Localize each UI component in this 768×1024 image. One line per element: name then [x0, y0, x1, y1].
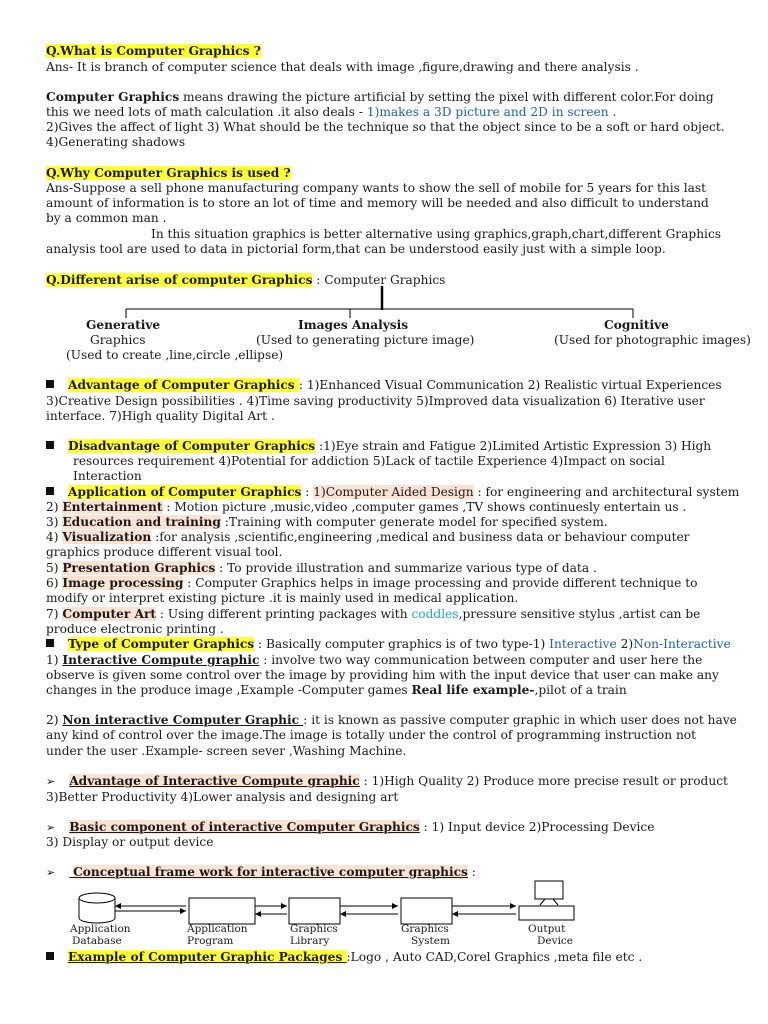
arrow-head-icon [452, 911, 458, 917]
interactive-title: Interactive Compute graphic [62, 653, 260, 667]
interactive-text3c: ,pilot of a train [534, 683, 627, 697]
education-title: Education and training [62, 515, 221, 529]
arrow-head-icon [340, 911, 346, 917]
disadvantage-line2: resources requirement 4)Potential for addiction 5)Lack of tactile Experience 4)Impact on social [73, 454, 665, 468]
image-processing-number: 6) [46, 576, 63, 590]
q2-line3: by a common man . [46, 211, 167, 225]
basic-component-line1 [46, 820, 654, 835]
q1-para-line4: 4)Generating shadows [46, 135, 186, 149]
q1-heading [46, 44, 261, 59]
types-non-interactive: Non-Interactive [633, 637, 731, 651]
q2-line1: Ans-Suppose a sell phone manufacturing company wants to show the sell of mobile for 5 years for this last [46, 181, 707, 195]
basic-component-text1: : 1) Input device 2)Processing Device [419, 820, 655, 834]
computer-art-text: : Using different printing packages with [156, 607, 412, 621]
q1-para-line1 [46, 90, 714, 105]
visualization-number: 4) [46, 530, 63, 544]
image-processing-text: : Computer Graphics helps in image processing and provide different technique to [183, 576, 698, 590]
tree-connector [0, 280, 768, 320]
application-line1 [46, 485, 739, 500]
noninteractive-title: Non interactive Computer Graphic [62, 713, 304, 727]
graphics-system-label-1: Graphics [401, 923, 449, 935]
arrow-bullet-icon: ➢ [46, 775, 56, 788]
q1-para-line2 [46, 105, 616, 120]
q1-p1: means drawing the picture artificial by setting the pixel with different color.For doing [179, 90, 714, 104]
application-education [46, 515, 608, 530]
app-program-label-2: Program [187, 935, 234, 947]
q2-heading [46, 166, 291, 181]
db-label-1: Application [70, 923, 131, 935]
framework-diagram [0, 878, 768, 950]
application-computer-art [46, 607, 700, 622]
arrow-head-icon [510, 903, 516, 909]
q1-p2c: . [608, 105, 617, 119]
square-bullet-icon [46, 639, 54, 647]
q1-term: Computer Graphics [46, 90, 180, 104]
noninteractive-line1 [46, 713, 737, 728]
framework-rest: : [467, 865, 476, 879]
arrow-head-icon [255, 911, 261, 917]
application-title: Application of Computer Graphics [68, 485, 302, 499]
entertainment-number: 2) [46, 500, 63, 514]
graphics-library-label-2: Library [290, 935, 330, 947]
interactive-text3b: Real life example- [411, 683, 535, 697]
arrow-head-icon [281, 903, 287, 909]
interactive-line1 [46, 653, 702, 668]
presentation-title: Presentation Graphics [62, 561, 216, 575]
advantage-line2: 3)Creative Design possibilities . 4)Time saving productivity 5)Improved data visualization 6) Iterative user [46, 394, 705, 408]
tree-generative-sub: Graphics [90, 333, 146, 347]
visualization-text: :for analysis ,scientific,engineering ,medical and business data or behaviour computer [151, 530, 690, 544]
framework-title: Conceptual frame work for interactive computer graphics [73, 865, 468, 879]
adv-interactive-text1: : 1)High Quality 2) Produce more precise result or product [359, 774, 728, 788]
output-device-label-2: Device [537, 935, 574, 947]
tree-cognitive: Cognitive [604, 318, 669, 332]
graphics-library-label-1: Graphics [290, 923, 338, 935]
q3-root-label: Computer Graphics [324, 273, 446, 287]
types-interactive: Interactive [549, 637, 617, 651]
q2-line5: analysis tool are used to data in pictorial form,that can be understood easily just with a simple loop. [46, 242, 666, 256]
application-entertainment [46, 500, 686, 515]
entertainment-text: : Motion picture ,music,video ,computer games ,TV shows continuesly entertain us . [162, 500, 687, 514]
q2-line4: In this situation graphics is better alternative using graphics,graph,chart,different Graphics [151, 227, 722, 241]
square-bullet-icon [46, 380, 54, 388]
interactive-line3 [46, 683, 627, 698]
adv-interactive-line1 [46, 774, 728, 789]
advantage-title: Advantage of Computer Graphics [68, 378, 299, 392]
database-icon [79, 893, 115, 923]
tree-generative-desc: (Used to create ,line,circle ,ellipse) [66, 348, 284, 362]
graphics-library-box [289, 898, 340, 924]
advantage-line3: interface. 7)High quality Digital Art . [46, 409, 275, 423]
q2-line2: amount of information is to store an lot of time and memory will be needed and also difficult to understand [46, 196, 709, 210]
advantage-text1: : 1)Enhanced Visual Communication 2) Realistic virtual Experiences [298, 378, 722, 392]
q1-answer: Ans- It is branch of computer science that deals with image ,figure,drawing and there analysis . [46, 60, 639, 74]
application-image-processing [46, 576, 697, 591]
q1-p2b: 1)makes a 3D picture and 2D in screen [366, 105, 609, 119]
q3-title: Q.Different arise of computer Graphics [46, 273, 313, 287]
image-processing-line2: modify or interpret existing picture .it is mainly used in medical application. [46, 591, 519, 605]
output-device-label-1: Output [528, 923, 566, 935]
arrow-bullet-icon: ➢ [46, 866, 56, 879]
q3-colon: : [312, 273, 325, 287]
tree-generative: Generative [86, 318, 161, 332]
square-bullet-icon [46, 952, 54, 960]
computer-art-number: 7) [46, 607, 63, 621]
square-bullet-icon [46, 441, 54, 449]
presentation-text: : To provide illustration and summarize various type of data . [215, 561, 597, 575]
computer-art-title: Computer Art [62, 607, 157, 621]
interactive-text3a: changes in the produce image ,Example -Computer games [46, 683, 412, 697]
example-title: Example of Computer Graphic Packages [68, 950, 347, 964]
application-cad: 1)Computer Aided Design [313, 485, 474, 499]
noninteractive-text1: : it is known as passive computer graphic in which user does not have [303, 713, 737, 727]
visualization-line2: graphics produce different visual tool. [46, 545, 283, 559]
education-number: 3) [46, 515, 63, 529]
presentation-number: 5) [46, 561, 63, 575]
basic-component-line2: 3) Display or output device [46, 835, 214, 849]
disadvantage-line3: Interaction [73, 469, 142, 483]
q1-p2a: this we need lots of math calculation .it also deals - [46, 105, 367, 119]
q1-para-line3: 2)Gives the affect of light 3) What should be the technique so that the object since to be a soft or hard object. [46, 120, 725, 134]
computer-art-line2: produce electronic printing . [46, 622, 224, 636]
computer-art-coddles: coddles [411, 607, 459, 621]
types-rest: : Basically computer graphics is of two type-1) [254, 637, 550, 651]
education-text: :Training with computer generate model for specified system. [220, 515, 608, 529]
tree-cognitive-desc: (Used for photographic images) [554, 333, 751, 347]
types-two: 2) [616, 637, 634, 651]
application-presentation [46, 561, 597, 576]
adv-interactive-title: Advantage of Interactive Compute graphic [69, 774, 360, 788]
types-line1 [46, 637, 731, 652]
arrow-head-icon [115, 903, 121, 909]
arrow-head-icon [392, 903, 398, 909]
q1-title: Q.What is Computer Graphics ? [46, 44, 261, 58]
application-colon: : [301, 485, 314, 499]
computer-art-text-b: ,pressure sensitive stylus ,artist can be [458, 607, 701, 621]
graphics-system-box [401, 898, 452, 924]
tree-image-analysis: Images Analysis [298, 318, 409, 332]
arrow-bullet-icon: ➢ [46, 821, 56, 834]
disadvantage-line1 [46, 439, 711, 454]
noninteractive-line2: any kind of control over the image.The image is totally under the control of programming instruction not [46, 728, 697, 742]
application-visualization [46, 530, 690, 545]
monitor-icon [519, 881, 574, 920]
example-line [46, 950, 642, 965]
types-title: Type of Computer Graphics [68, 637, 255, 651]
disadvantage-title: Disadvantage of Computer Graphics [68, 439, 316, 453]
noninteractive-number: 2) [46, 713, 63, 727]
example-text: :Logo , Auto CAD,Corel Graphics ,meta file etc . [346, 950, 643, 964]
db-label-2: Database [72, 935, 122, 947]
interactive-number: 1) [46, 653, 63, 667]
visualization-title: Visualization [62, 530, 152, 544]
q2-title: Q.Why Computer Graphics is used ? [46, 166, 291, 180]
entertainment-title: Entertainment [62, 500, 163, 514]
basic-component-title: Basic component of interactive Computer Graphics [69, 820, 420, 834]
noninteractive-line3: under the user .Example- screen sever ,Washing Machine. [46, 744, 407, 758]
advantage-line1 [46, 378, 722, 393]
app-program-label-1: Application [187, 923, 248, 935]
disadvantage-text1: :1)Eye strain and Fatigue 2)Limited Artistic Expression 3) High [315, 439, 712, 453]
image-processing-title: Image processing [62, 576, 184, 590]
square-bullet-icon [46, 487, 54, 495]
graphics-system-label-2: System [411, 935, 450, 947]
interactive-line2: observe is given some control over the image by providing him with the input device that user can make any [46, 668, 719, 682]
application-program-box [189, 898, 255, 924]
adv-interactive-line2: 3)Better Productivity 4)Lower analysis and designing art [46, 790, 399, 804]
tree-image-analysis-desc: (Used to generating picture image) [256, 333, 475, 347]
interactive-text1: : involve two way communication between computer and user here the [259, 653, 703, 667]
application-cad-rest: : for engineering and architectural system [473, 485, 740, 499]
arrow-head-icon [180, 908, 186, 914]
